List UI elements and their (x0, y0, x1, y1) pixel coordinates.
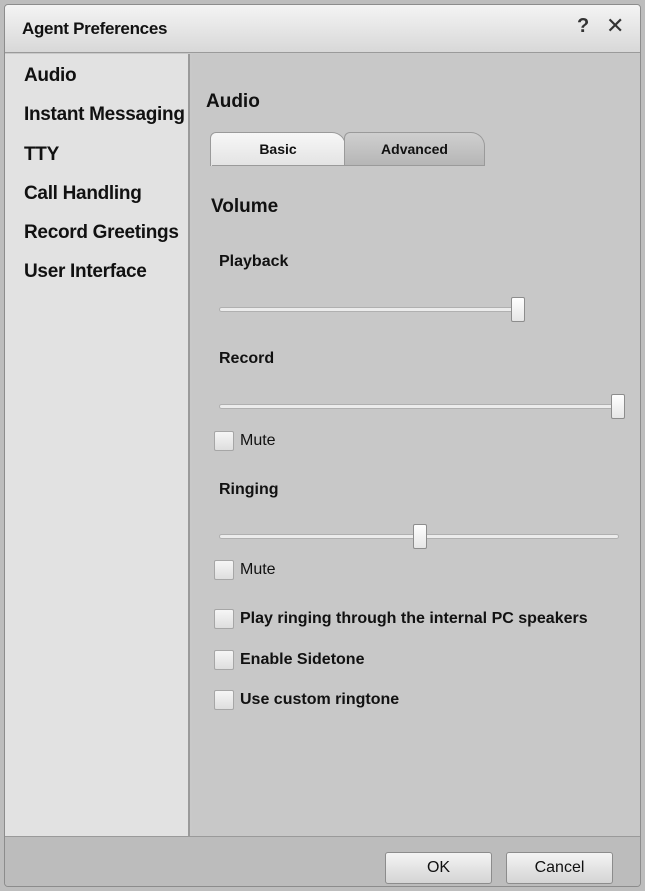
checkbox-box[interactable] (214, 650, 234, 670)
record-slider-thumb[interactable] (611, 394, 625, 419)
page-title: Audio (206, 91, 260, 112)
sidetone-label: Enable Sidetone (240, 651, 365, 668)
record-mute-checkbox[interactable] (214, 431, 276, 451)
ringing-label: Ringing (219, 481, 279, 498)
custom-ringtone-label: Use custom ringtone (240, 691, 400, 708)
checkbox-box[interactable] (214, 560, 234, 580)
cancel-button[interactable]: Cancel (506, 852, 613, 884)
custom-ringtone-checkbox[interactable] (214, 690, 399, 710)
sidetone-checkbox[interactable] (214, 650, 364, 670)
dialog-footer (5, 836, 640, 887)
sidebar-item-instant-messaging[interactable]: Instant Messaging (24, 104, 185, 125)
pc-speakers-checkbox[interactable] (214, 609, 588, 629)
checkbox-box[interactable] (214, 431, 234, 451)
title-bar[interactable] (5, 5, 640, 53)
help-icon[interactable]: ? (577, 15, 590, 37)
sidebar-item-audio[interactable]: Audio (24, 65, 77, 86)
record-label: Record (219, 350, 275, 367)
ringing-mute-checkbox[interactable] (214, 560, 276, 580)
tab-basic[interactable]: Basic (210, 132, 346, 166)
tab-advanced[interactable]: Advanced (344, 132, 485, 166)
pc-speakers-label: Play ringing through the internal PC speakers (240, 610, 588, 627)
sidebar-item-record-greetings[interactable]: Record Greetings (24, 222, 179, 243)
tab-underline (212, 165, 484, 166)
preferences-sidebar (5, 54, 190, 836)
agent-preferences-dialog (4, 4, 641, 887)
record-mute-label: Mute (240, 432, 276, 449)
close-icon[interactable]: ✕ (606, 13, 625, 38)
window-title: Agent Preferences (22, 19, 168, 38)
playback-label: Playback (219, 253, 289, 270)
playback-slider-thumb[interactable] (511, 297, 525, 322)
record-slider-track[interactable] (219, 404, 619, 409)
sidebar-item-tty[interactable]: TTY (24, 144, 59, 165)
checkbox-box[interactable] (214, 690, 234, 710)
playback-slider-track[interactable] (219, 307, 519, 312)
sidebar-item-call-handling[interactable]: Call Handling (24, 183, 142, 204)
ringing-mute-label: Mute (240, 561, 276, 578)
volume-heading: Volume (211, 196, 279, 217)
sidebar-item-user-interface[interactable]: User Interface (24, 261, 147, 282)
checkbox-box[interactable] (214, 609, 234, 629)
audio-settings-panel (192, 54, 641, 836)
ok-button[interactable]: OK (385, 852, 492, 884)
ringing-slider-thumb[interactable] (413, 524, 427, 549)
